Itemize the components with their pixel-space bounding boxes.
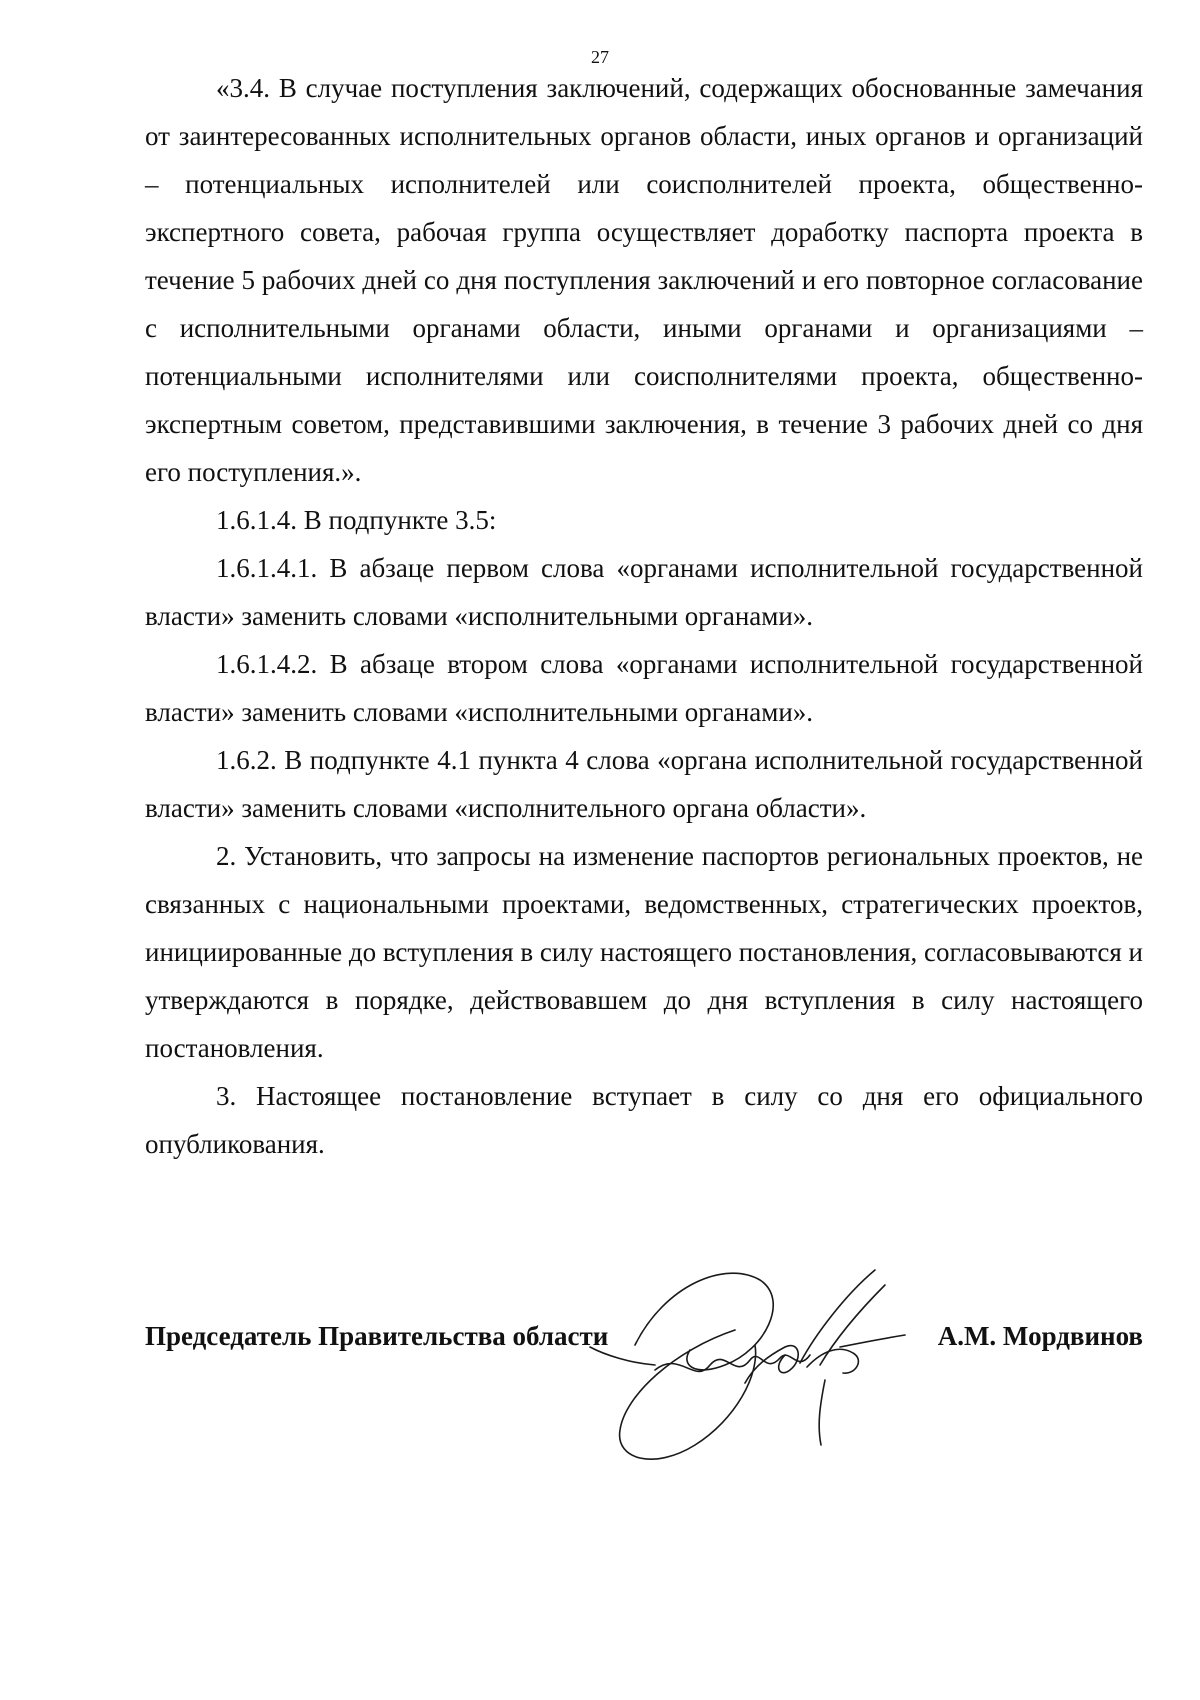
paragraph-1-6-1-4-1: 1.6.1.4.1. В абзаце первом слова «органами исполнительной государственной власти» заменить словами «исполнительными органами». [145,553,1143,631]
paragraph-3: 3. Настоящее постановление вступает в силу со дня его официального опубликования. [145,1081,1143,1159]
document-body [145,64,1143,1168]
page-number: 27 [591,47,609,67]
paragraph-1-6-2: 1.6.2. В подпункте 4.1 пункта 4 слова «органа исполнительной государственной власти» заменить словами «исполнительного органа области». [145,745,1143,823]
handwritten-signature [585,1255,945,1485]
paragraph-1-6-1-4-2: 1.6.1.4.2. В абзаце втором слова «органами исполнительной государственной власти» заменить словами «исполнительными органами». [145,649,1143,727]
paragraph-3-4: «3.4. В случае поступления заключений, содержащих обоснованные замечания от заинтересованных исполнительных органов области, иных органов и организаций – потенциальных исполнителей или соисполнителей проекта, общественно-экспертного совета, рабочая группа осуществляет доработку паспорта проекта в течение 5 рабочих дней со дня поступления заключений и его повторное согласование с исполнительными органами области, иными органами и организациями – потенциальными исполнителями или соисполнителями проекта, общественно-экспертным советом, представившими заключения, в течение 3 рабочих дней со дня его поступления.». [145,73,1143,487]
paragraph-2: 2. Установить, что запросы на изменение паспортов региональных проектов, не связанных с национальными проектами, ведомственных, стратегических проектов, инициированные до вступления в силу настоящего постановления, согласовываются и утверждаются в порядке, действовавшем до дня вступления в силу настоящего постановления. [145,841,1143,1063]
paragraph-1-6-1-4: 1.6.1.4. В подпункте 3.5: [216,505,497,535]
signer-title: Председатель Правительства области [145,1321,609,1351]
signer-name: А.М. Мордвинов [937,1321,1143,1351]
